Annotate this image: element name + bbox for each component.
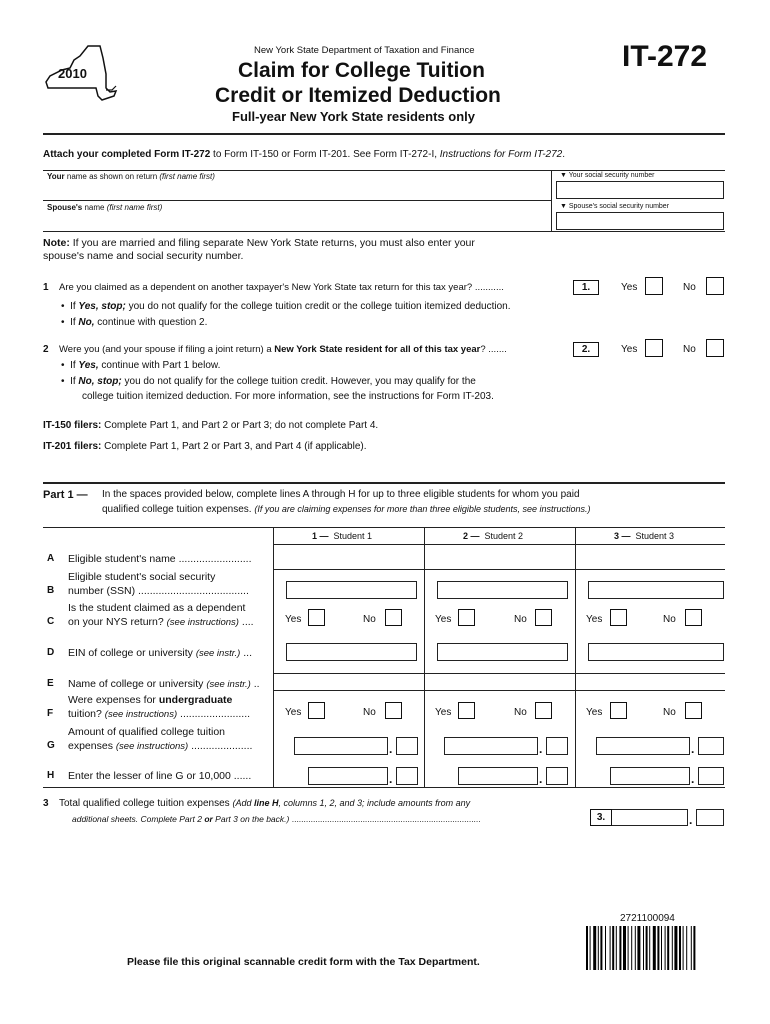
q3-decimal: . (689, 813, 693, 827)
it201-bold: IT-201 filers: (43, 441, 102, 452)
f-s3-yes-checkbox[interactable] (610, 702, 627, 719)
row-a-label: Eligible student's name ......................... (68, 553, 252, 565)
q2-bullet2-line2: college tuition itemized deduction. For more information, see the instructions for Form IT-203. (82, 391, 494, 402)
your-bold: Your (47, 172, 65, 181)
student3-amount-h-input[interactable] (610, 767, 690, 785)
f-s3-yes-label: Yes (586, 707, 603, 718)
spouse-italic: (first name first) (106, 203, 163, 212)
attach-end: . (562, 149, 566, 160)
q1-b1-bold: Yes, stop; (78, 301, 126, 312)
q1-no-checkbox[interactable] (706, 277, 724, 295)
name-block-divider (43, 200, 551, 201)
row-c-letter: C (47, 616, 55, 627)
col3-num: 3 — (614, 531, 631, 541)
part1-text1: In the spaces provided below, complete lines A through H for up to three eligible students for whom you paid (102, 489, 580, 500)
q3-l2-bold: or (204, 814, 213, 824)
barcode-bar (635, 926, 636, 970)
row-c-label2 (68, 616, 254, 628)
row-f-bold: undergraduate (158, 694, 233, 706)
c-s2-yes-label: Yes (435, 614, 452, 625)
f-s2-yes-checkbox[interactable] (458, 702, 475, 719)
c-s3-yes-label: Yes (586, 614, 603, 625)
row-d-letter: D (47, 647, 55, 658)
student3-amount-g-input[interactable] (596, 737, 690, 755)
row-f-label1 (68, 694, 232, 706)
spouse-rest: name (82, 203, 107, 212)
q3-number: 3 (43, 798, 49, 809)
c-s1-yes-label: Yes (285, 614, 302, 625)
barcode-bar (661, 926, 662, 970)
barcode-bar (623, 926, 626, 970)
table-top-rule (43, 527, 725, 528)
c-s3-yes-checkbox[interactable] (610, 609, 627, 626)
q2-bullet1: • If Yes, continue with Part 1 below. (61, 360, 221, 371)
part1-text2-a: qualified college tuition expenses. (102, 504, 255, 515)
student3-cents-h-input[interactable] (698, 767, 724, 785)
q3-line-box: 3. (590, 809, 612, 826)
header-rule (43, 133, 725, 135)
f-s2-no-checkbox[interactable] (535, 702, 552, 719)
barcode-bar (683, 926, 684, 970)
f-s1-yes-label: Yes (285, 707, 302, 718)
student1-ssn-input[interactable] (286, 581, 417, 599)
student3-ssn-input[interactable] (588, 581, 724, 599)
barcode-bar (631, 926, 632, 970)
row-d-l1: EIN of college or university (68, 647, 196, 659)
spouse-bold: Spouse's (47, 203, 83, 212)
barcode-bar (590, 926, 591, 970)
student3-ein-input[interactable] (588, 643, 724, 661)
q3-l2-italic: additional sheets. Complete Part 2 (72, 814, 205, 824)
q3-l1-pre: Total qualified college tuition expenses (59, 798, 233, 809)
q1-b2-bold: No, (78, 317, 95, 328)
row-g-label2 (68, 740, 252, 752)
q2-b1-pre: If (70, 360, 79, 371)
row-f-letter: F (47, 708, 54, 719)
it150-text: Complete Part 1, and Part 2 or Part 3; do not complete Part 4. (101, 420, 379, 431)
q3-l1-italic2: , columns 1, 2, and 3; include amounts from any (278, 798, 471, 808)
your-name-input[interactable] (47, 183, 545, 197)
barcode-bar (628, 926, 629, 970)
q3-total-amount-input[interactable] (612, 809, 688, 826)
q1-text: Are you claimed as a dependent on another taxpayer's New York State tax return for this tax year? ........... (59, 282, 504, 293)
row-e-l1: Name of college or university (68, 678, 207, 690)
row-f-l2-end: ........................ (177, 708, 251, 720)
barcode-bar (686, 926, 687, 970)
q2-yes-label: Yes (621, 344, 638, 355)
form-subtitle: Full-year New York State residents only (232, 109, 475, 124)
q2-b2-bold: No, stop; (78, 376, 122, 387)
q1-yes-checkbox[interactable] (645, 277, 663, 295)
row-g-letter: G (47, 740, 55, 751)
row-g-l2-italic: (see instructions) (115, 741, 189, 752)
barcode-bar (586, 926, 588, 970)
q2-b1-bold: Yes, (78, 360, 99, 371)
q2-yes-checkbox[interactable] (645, 339, 663, 357)
row-a-letter: A (47, 553, 55, 564)
form-number: IT-272 (622, 40, 708, 73)
q2-text (59, 344, 507, 355)
col1-header (312, 531, 372, 541)
barcode-bar (672, 926, 673, 970)
part1-text2-italic: (If you are claiming expenses for more than three eligible students, see instructions.) (254, 504, 591, 514)
row-e-italic: (see instr.) (206, 679, 251, 690)
q2-no-label: No (683, 344, 696, 355)
q2-line-box: 2. (573, 342, 599, 357)
student2-amount-h-input[interactable] (458, 767, 538, 785)
attach-italic: Instructions for Form IT-272 (439, 149, 563, 160)
barcode-bar (616, 926, 617, 970)
barcode-bar (693, 926, 695, 970)
barcode-bar (665, 926, 666, 970)
student2-cents-h-input[interactable] (546, 767, 568, 785)
row-f-l2-italic: (see instructions) (104, 709, 178, 720)
student1-amount-g-input[interactable] (294, 737, 388, 755)
file-instruction: Please file this original scannable credit form with the Tax Department. (127, 956, 480, 968)
q2-b2-post: you do not qualify for the college tuition credit. However, you may qualify for the (121, 376, 476, 387)
spouse-ssn-input[interactable] (556, 212, 724, 230)
col1-divider (273, 527, 274, 787)
barcode-bar (657, 926, 659, 970)
col2-header (463, 531, 523, 541)
row-b-label1: Eligible student's social security (68, 571, 216, 583)
row-d-end: ... (240, 647, 253, 659)
q1-line-box: 1. (573, 280, 599, 295)
barcode-bar (612, 926, 614, 970)
tax-year: 2010 (58, 66, 87, 81)
row-d-italic: (see instr.) (195, 648, 241, 659)
q2-number: 2 (43, 344, 49, 355)
barcode-bar (600, 926, 602, 970)
row-d-label (68, 647, 252, 659)
f-s3-no-label: No (663, 707, 676, 718)
col3-header (614, 531, 674, 541)
your-name-label (47, 172, 215, 181)
q2-bullet2: • If No, stop; you do not qualify for the college tuition credit. However, you may qualify for the (61, 376, 476, 387)
q1-no-label: No (683, 282, 696, 293)
f-s2-yes-label: Yes (435, 707, 452, 718)
row-g-label1: Amount of qualified college tuition (68, 726, 226, 738)
attach-text: to Form IT-150 or Form IT-201. See Form IT-272-I, (210, 149, 440, 160)
row-g-l2-end: ..................... (188, 740, 253, 752)
row-d-sep (273, 673, 725, 674)
row-b-letter: B (47, 585, 55, 596)
row-f-label2 (68, 708, 250, 720)
note-line2: spouse's name and social security number. (43, 250, 244, 262)
barcode-bar (637, 926, 640, 970)
q1-number: 1 (43, 282, 49, 293)
barcode-bar (643, 926, 644, 970)
student1-cents-h-input[interactable] (396, 767, 418, 785)
g-s2-decimal: . (539, 742, 543, 756)
row-b-label2: number (SSN) ...................................... (68, 585, 249, 597)
f-s1-no-checkbox[interactable] (385, 702, 402, 719)
q2-b1-post: continue with Part 1 below. (98, 360, 221, 371)
q1-yes-label: Yes (621, 282, 638, 293)
c-s1-no-checkbox[interactable] (385, 609, 402, 626)
it201-filers (43, 441, 367, 452)
q2-no-checkbox[interactable] (706, 339, 724, 357)
c-s3-no-checkbox[interactable] (685, 609, 702, 626)
row-e-sep (273, 690, 725, 691)
barcode-number: 2721100094 (620, 913, 675, 924)
barcode-bar (679, 926, 681, 970)
form-title-line2: Credit or Itemized Deduction (215, 84, 501, 107)
q2-pre: Were you (and your spouse if filing a joint return) a (59, 344, 275, 355)
it150-filers (43, 420, 378, 431)
your-rest: name as shown on return (64, 172, 160, 181)
row-e-label (68, 678, 260, 690)
row-c-l2-italic: (see instructions) (166, 617, 239, 628)
student2-ssn-input[interactable] (437, 581, 568, 599)
student2-ein-input[interactable] (437, 643, 568, 661)
row-a-sep (273, 569, 725, 570)
c-s1-yes-checkbox[interactable] (308, 609, 325, 626)
q3-line2 (72, 814, 481, 824)
row-e-end: .. (250, 678, 260, 690)
row-g-l2: expenses (68, 740, 116, 752)
student1-ein-input[interactable] (286, 643, 417, 661)
student2-cents-g-input[interactable] (546, 737, 568, 755)
q3-l2-dots: ................................................................................ (289, 814, 481, 824)
note-text1: If you are married and filing separate New York State returns, you must also enter your (69, 237, 475, 249)
q1-b1-pre: If (70, 301, 79, 312)
q1-b1-post: you do not qualify for the college tuition credit or the college tuition itemized deduction. (125, 301, 511, 312)
barcode-bar (653, 926, 656, 970)
q3-l1-italic: (Add (232, 798, 254, 808)
c-s2-no-label: No (514, 614, 527, 625)
h-s2-decimal: . (539, 772, 543, 786)
it201-text: Complete Part 1, Part 2 or Part 3, and Part 4 (if applicable). (101, 441, 367, 452)
q1-bullet2: • If No, continue with question 2. (61, 317, 208, 328)
part1-text2 (102, 504, 591, 515)
student1-amount-h-input[interactable] (308, 767, 388, 785)
your-ssn-input[interactable] (556, 181, 724, 199)
g-s1-decimal: . (389, 742, 393, 756)
row-c-label1: Is the student claimed as a dependent (68, 602, 246, 614)
row-c-l2-end: .... (238, 616, 254, 628)
table-header-rule (273, 544, 725, 545)
q1-bullet1: • If Yes, stop; you do not qualify for the college tuition credit or the college tuition itemized deduction. (61, 301, 511, 312)
q1-b2-post: continue with question 2. (94, 317, 208, 328)
row-e-letter: E (47, 678, 54, 689)
student2-amount-g-input[interactable] (444, 737, 538, 755)
form-title-line1: Claim for College Tuition (238, 59, 485, 82)
col2-num: 2 — (463, 531, 480, 541)
attach-instructions (43, 149, 565, 160)
barcode-bar (667, 926, 669, 970)
col2-label: Student 2 (484, 531, 524, 541)
barcode-bar (649, 926, 650, 970)
student3-cents-g-input[interactable] (698, 737, 724, 755)
col3-label: Student 3 (635, 531, 675, 541)
barcode-bar (674, 926, 677, 970)
q3-l1-bold: line H (253, 798, 279, 808)
department-name: New York State Department of Taxation and Finance (254, 45, 475, 56)
h-s1-decimal: . (389, 772, 393, 786)
q2-bold: New York State resident for all of this tax year (274, 344, 481, 355)
col3-divider (575, 527, 576, 787)
barcode-bar (593, 926, 596, 970)
col1-num: 1 — (312, 531, 329, 541)
q3-l2-italic2: Part 3 on the back.) (212, 814, 290, 824)
spouse-name-label (47, 203, 162, 212)
row-h-letter: H (47, 770, 55, 781)
table-bottom-rule (43, 787, 725, 788)
note-bold: Note: (43, 237, 70, 249)
name-block-vline (551, 170, 552, 232)
row-h-label: Enter the lesser of line G or 10,000 ...... (68, 770, 252, 782)
c-s2-no-checkbox[interactable] (535, 609, 552, 626)
q3-total-cents-input[interactable] (696, 809, 724, 826)
barcode-bar (598, 926, 599, 970)
q3-line1 (59, 798, 470, 809)
barcode-bar (646, 926, 648, 970)
student1-cents-g-input[interactable] (396, 737, 418, 755)
your-italic: (first name first) (159, 172, 215, 181)
f-s1-no-label: No (363, 707, 376, 718)
h-s3-decimal: . (691, 772, 695, 786)
row-f-pre: Were expenses for (68, 694, 159, 706)
part1-rule (43, 482, 725, 484)
c-s2-yes-checkbox[interactable] (458, 609, 475, 626)
row-f-l2: tuition? (68, 708, 105, 720)
col1-label: Student 1 (333, 531, 373, 541)
f-s3-no-checkbox[interactable] (685, 702, 702, 719)
barcode-bar (619, 926, 621, 970)
c-s3-no-label: No (663, 614, 676, 625)
attach-bold: Attach your completed Form IT-272 (43, 149, 211, 160)
note-line1 (43, 237, 475, 249)
barcode-bar (691, 926, 692, 970)
c-s1-no-label: No (363, 614, 376, 625)
barcode-bar (605, 926, 606, 970)
barcode (586, 926, 726, 970)
barcode-bar (610, 926, 611, 970)
q2-b2-pre: If (70, 376, 79, 387)
it150-bold: IT-150 filers: (43, 420, 102, 431)
row-c-l2: on your NYS return? (68, 616, 167, 628)
spouse-ssn-label: ▼ Spouse's social security number (560, 203, 670, 210)
col2-divider (424, 527, 425, 787)
q1-b2-pre: If (70, 317, 79, 328)
q2-post: ? ....... (480, 344, 507, 355)
part1-title: Part 1 — (43, 489, 88, 501)
spouse-name-input[interactable] (47, 214, 545, 228)
g-s3-decimal: . (691, 742, 695, 756)
f-s1-yes-checkbox[interactable] (308, 702, 325, 719)
f-s2-no-label: No (514, 707, 527, 718)
your-ssn-label: ▼ Your social security number (560, 172, 655, 179)
